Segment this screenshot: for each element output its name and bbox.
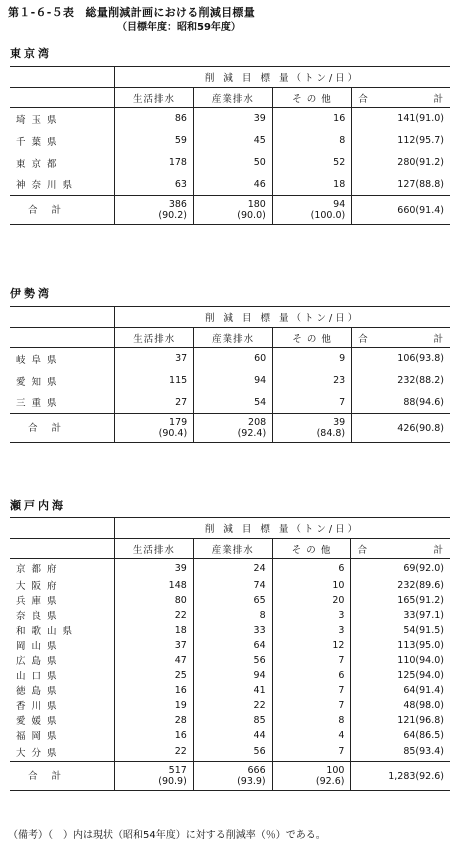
col-domestic: 生活排水 [115, 328, 194, 348]
total-row: 合計 517 (90.9) 666 (93.9) 100 (92.6) 1,283(92.6) [10, 762, 450, 791]
table-ise-bay [10, 306, 450, 443]
table-row: 東京都 178 50 52 280(91.2) [10, 152, 450, 174]
table-row: 千葉県 59 45 8 112(95.7) [10, 130, 450, 152]
col-industrial: 産業排水 [193, 539, 272, 559]
col-domestic: 生活排水 [114, 539, 193, 559]
table-row: 香川県 19 22 7 48(98.0) [10, 698, 450, 713]
table-row: 愛知県 115 94 23 232(88.2) [10, 370, 450, 392]
total-row: 合計 386 (90.2) 180 (90.0) 94 (100.0) 660(91.4) [10, 196, 450, 225]
table-row: 広島県 47 56 7 110(94.0) [10, 653, 450, 668]
region-label-tokyo-bay: 東京湾 [10, 47, 52, 60]
table-row: 埼玉県 86 39 16 141(91.0) [10, 108, 450, 130]
table-tokyo-bay [10, 66, 450, 225]
header-group: 削 減 目 標 量（トン/日） [115, 307, 450, 328]
table-seto-inland-sea [10, 517, 450, 791]
table-row: 徳島県 16 41 7 64(91.4) [10, 683, 450, 698]
table-row: 福岡県 16 44 4 64(86.5) [10, 728, 450, 743]
col-other: そ の 他 [272, 88, 351, 108]
col-industrial: 産業排水 [194, 328, 273, 348]
table-row: 神奈川県 63 46 18 127(88.8) [10, 174, 450, 196]
header-group: 削 減 目 標 量（トン/日） [115, 67, 450, 88]
col-total: 合 計 [352, 328, 450, 348]
table-row: 岡山県 37 64 12 113(95.0) [10, 638, 450, 653]
footnote: （備考）（ ）内は現状（昭和54年度）に対する削減率（％）である。 [8, 830, 326, 841]
table-title: 第１-６-５表 総量削減計画における削減目標量 [8, 6, 256, 19]
table-row: 京都府 39 24 6 69(92.0) [10, 559, 450, 578]
total-row: 合計 179 (90.4) 208 (92.4) 39 (84.8) 426(90.8) [10, 414, 450, 443]
table-row: 山口県 25 94 6 125(94.0) [10, 668, 450, 683]
table-row: 愛媛県 28 85 8 121(96.8) [10, 713, 450, 728]
col-total: 合 計 [352, 88, 450, 108]
col-domestic: 生活排水 [115, 88, 194, 108]
region-label-seto-inland-sea: 瀬戸内海 [10, 499, 66, 512]
col-other: そ の 他 [273, 328, 352, 348]
header-group: 削 減 目 標 量（トン/日） [114, 518, 450, 539]
table-row: 岐阜県 37 60 9 106(93.8) [10, 348, 450, 370]
col-total: 合 計 [351, 539, 450, 559]
table-row: 奈良県 22 8 3 33(97.1) [10, 608, 450, 623]
table-row: 兵庫県 80 65 20 165(91.2) [10, 593, 450, 608]
table-row: 大分県 22 56 7 85(93.4) [10, 743, 450, 762]
table-row: 三重県 27 54 7 88(94.6) [10, 392, 450, 414]
col-other: そ の 他 [272, 539, 351, 559]
table-subtitle: （目標年度：昭和59年度） [117, 22, 241, 33]
table-row: 大阪府 148 74 10 232(89.6) [10, 578, 450, 593]
table-row: 和歌山県 18 33 3 54(91.5) [10, 623, 450, 638]
col-industrial: 産業排水 [193, 88, 272, 108]
region-label-ise-bay: 伊勢湾 [10, 287, 52, 300]
